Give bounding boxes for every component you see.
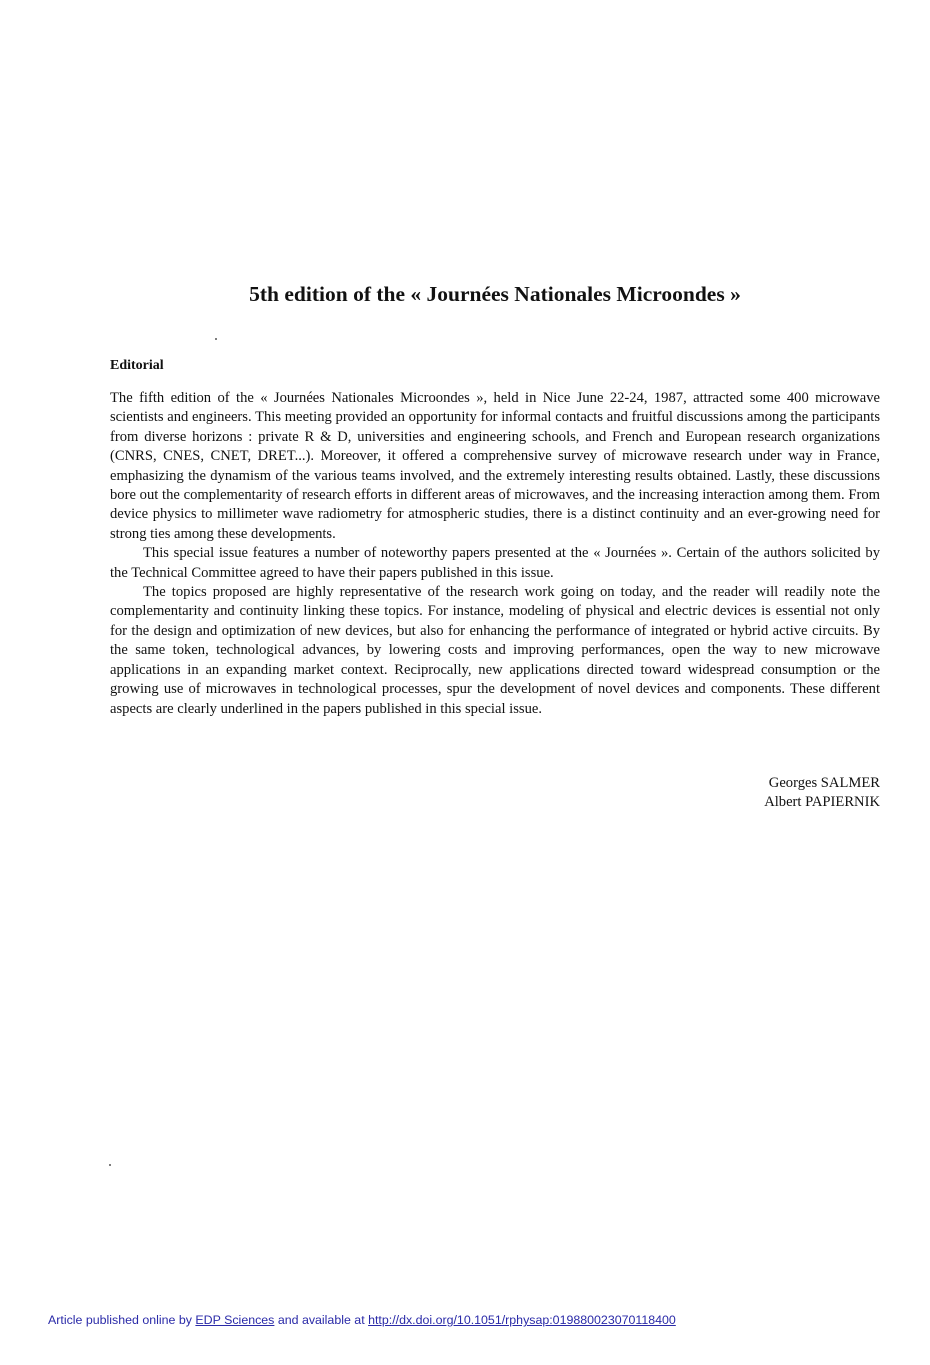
signature-author-1: Georges SALMER <box>768 775 880 791</box>
publication-footer <box>48 1312 676 1328</box>
footer-middle: and available at <box>274 1313 369 1327</box>
paragraph-1: The fifth edition of the « Journées Nationales Microondes », held in Nice June 22-24, 1987, attracted some 400 microwave scientists and engineers. This meeting provided an opportunity for informal contacts and fruitful discussions among the participants from diverse horizons : private R & D, universities and engineering schools, and French and European research organizations (CNRS, CNES, CNET, DRET...). Moreover, it offered a comprehensive survey of microwave research under way in France, emphasizing the dynamism of the various teams involved, and the extremely interesting results obtained. Lastly, these discussions bore out the complementarity of research efforts in different areas of microwaves, and the increasing interaction among them. From device physics to millimeter wave radiometry for atmospheric studies, there is a distinct continuity and an ever-growing need for strong ties among these developments. <box>110 390 880 542</box>
doi-link[interactable]: http://dx.doi.org/10.1051/rphysap:019880023070118400 <box>368 1313 676 1327</box>
scan-speck <box>109 1164 111 1166</box>
article-title: 5th edition of the « Journées Nationales Microondes » <box>249 282 741 306</box>
footer-prefix: Article published online by <box>48 1313 196 1327</box>
paragraph-3: The topics proposed are highly representative of the research work going on today, and the reader will readily note the complementarity and continuity linking these topics. For instance, modeling of physical and electric devices is essential not only for the design and optimization of new devices, but also for enhancing the performance of integrated or hybrid active circuits. By the same token, technological advances, by lowering costs and improving performances, open the way to new microwave applications in an expanding market context. Reciprocally, new applications directed toward widespread consumption or the growing use of microwaves in technological processes, spur the development of novel devices and components. These different aspects are clearly underlined in the papers published in this special issue. <box>110 584 880 717</box>
editorial-body <box>110 389 880 719</box>
signature-block <box>764 774 880 813</box>
section-label: Editorial <box>110 358 164 373</box>
signature-author-2: Albert PAPIERNIK <box>764 794 880 811</box>
paragraph-2: This special issue features a number of noteworthy papers presented at the « Journées ». Certain of the authors solicited by the Technical Committee agreed to have their papers published in this issue. <box>110 545 880 581</box>
publisher-link[interactable]: EDP Sciences <box>195 1313 275 1327</box>
scan-speck <box>215 338 217 340</box>
